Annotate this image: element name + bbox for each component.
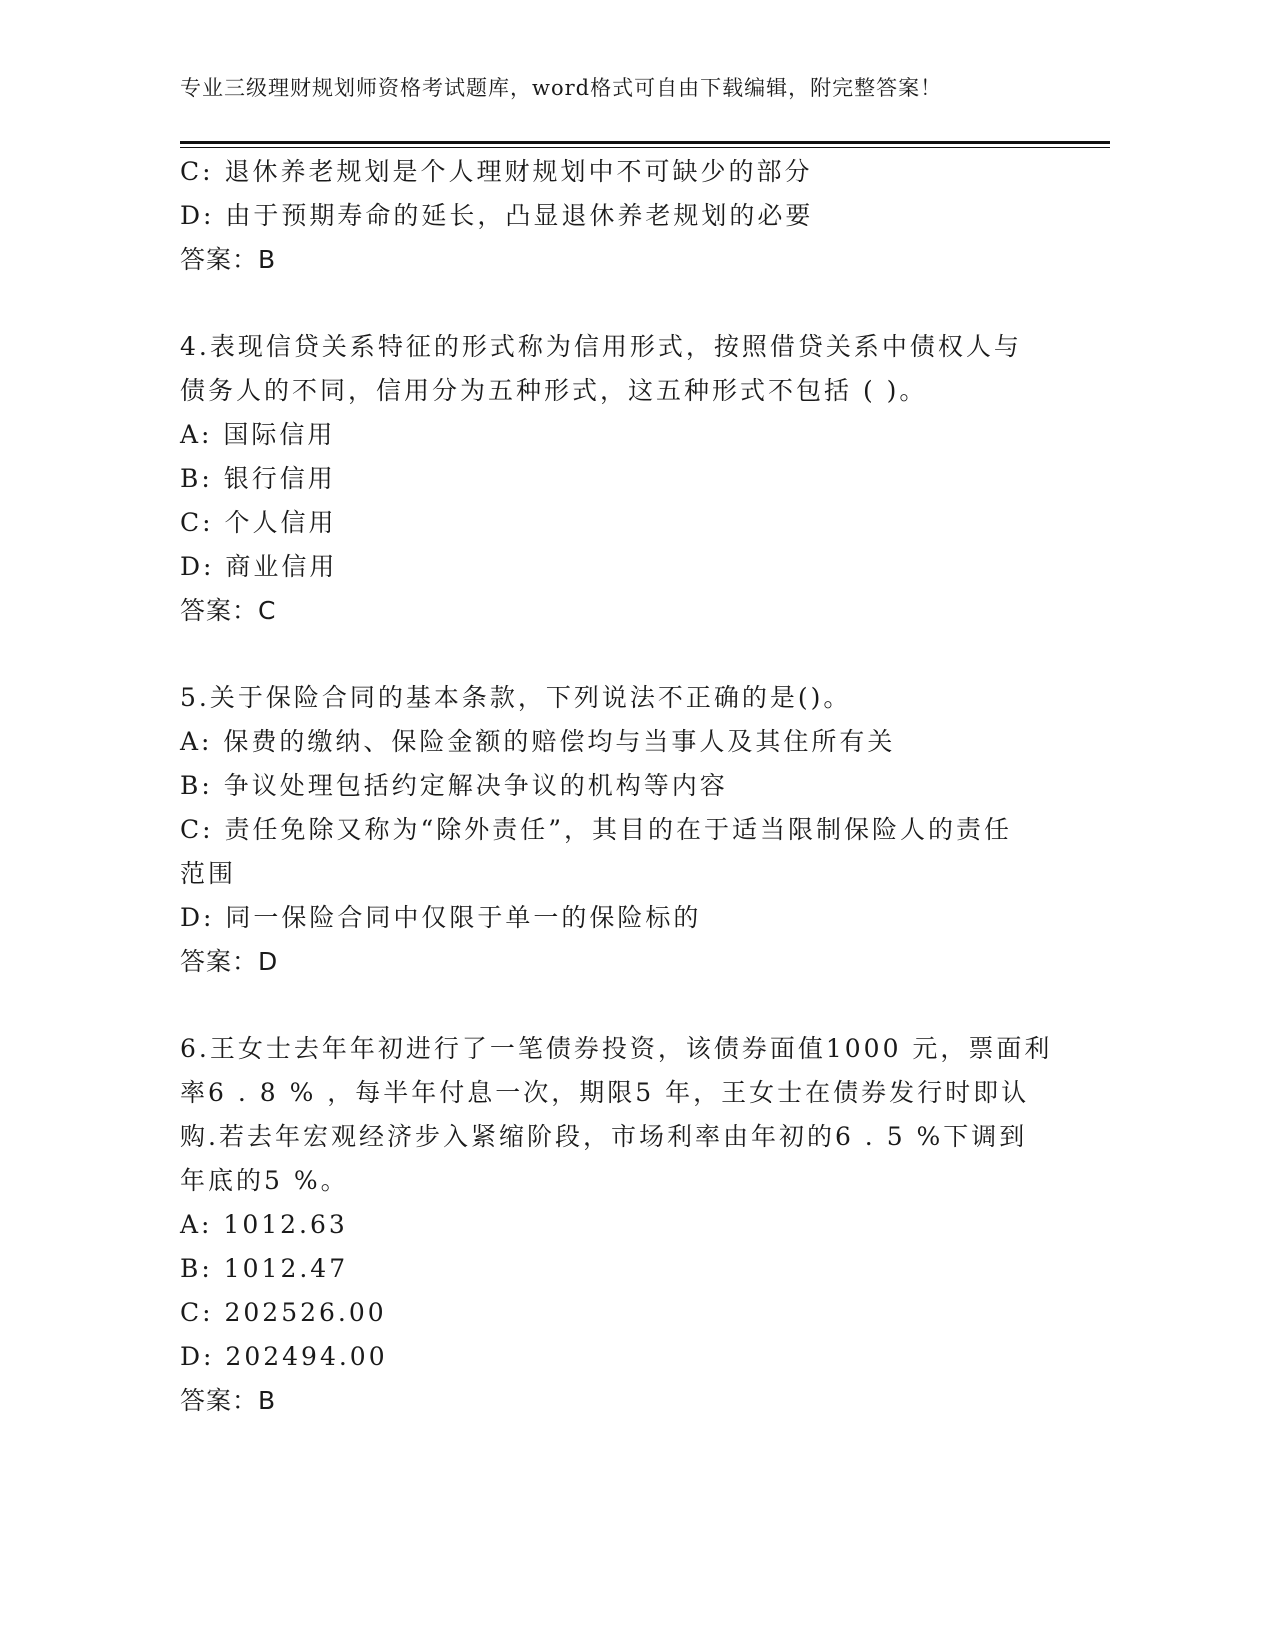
question-stem: 5.关于保险合同的基本条款，下列说法不正确的是()。 bbox=[180, 683, 852, 712]
option-d: D: 同一保险合同中仅限于单一的保险标的 bbox=[180, 903, 702, 932]
option-a: A: 国际信用 bbox=[180, 420, 336, 449]
question-stem: 率6 . 8 % ，每半年付息一次，期限5 年，王女士在债券发行时即认 bbox=[180, 1078, 1030, 1107]
option-c: C: 202526.00 bbox=[180, 1298, 387, 1327]
question-stem: 购.若去年宏观经济步入紧缩阶段，市场利率由年初的6 . 5 %下调到 bbox=[180, 1122, 1028, 1151]
page-header: 专业三级理财规划师资格考试题库，word格式可自由下载编辑，附完整答案！ bbox=[180, 76, 943, 100]
option-a: A: 保费的缴纳、保险金额的赔偿均与当事人及其住所有关 bbox=[180, 727, 896, 756]
spacer bbox=[180, 984, 1060, 1027]
option-c-continued: 范围 bbox=[180, 859, 237, 888]
question-stem: 债务人的不同，信用分为五种形式，这五种形式不包括 ( )。 bbox=[180, 376, 928, 405]
question-stem: 4.表现信贷关系特征的形式称为信用形式，按照借贷关系中债权人与 bbox=[180, 332, 1022, 361]
option-d: D: 202494.00 bbox=[180, 1342, 388, 1371]
option-d: D: 商业信用 bbox=[180, 552, 338, 581]
header-rule-thin bbox=[180, 147, 1110, 148]
question-continued bbox=[180, 150, 1060, 282]
header-rule-thick bbox=[180, 141, 1110, 144]
spacer bbox=[180, 282, 1060, 325]
option-c: C: 退休养老规划是个人理财规划中不可缺少的部分 bbox=[180, 157, 813, 186]
question-stem: 年底的5 %。 bbox=[180, 1166, 349, 1195]
question-5 bbox=[180, 676, 1060, 984]
option-b: B: 1012.47 bbox=[180, 1254, 349, 1283]
question-stem: 6.王女士去年年初进行了一笔债券投资，该债券面值1000 元，票面利 bbox=[180, 1034, 1053, 1063]
option-d: D: 由于预期寿命的延长，凸显退休养老规划的必要 bbox=[180, 201, 814, 230]
spacer bbox=[180, 633, 1060, 676]
answer-label: 答案：D bbox=[180, 947, 279, 976]
question-content bbox=[180, 150, 1060, 1423]
option-c: C: 责任免除又称为“除外责任”，其目的在于适当限制保险人的责任 bbox=[180, 815, 1013, 844]
answer-label: 答案：B bbox=[180, 245, 277, 274]
answer-label: 答案：B bbox=[180, 1386, 277, 1415]
option-a: A: 1012.63 bbox=[180, 1210, 348, 1239]
question-4 bbox=[180, 325, 1060, 633]
question-6 bbox=[180, 1027, 1060, 1423]
option-b: B: 争议处理包括约定解决争议的机构等内容 bbox=[180, 771, 728, 800]
answer-label: 答案：C bbox=[180, 596, 277, 625]
option-b: B: 银行信用 bbox=[180, 464, 336, 493]
option-c: C: 个人信用 bbox=[180, 508, 337, 537]
